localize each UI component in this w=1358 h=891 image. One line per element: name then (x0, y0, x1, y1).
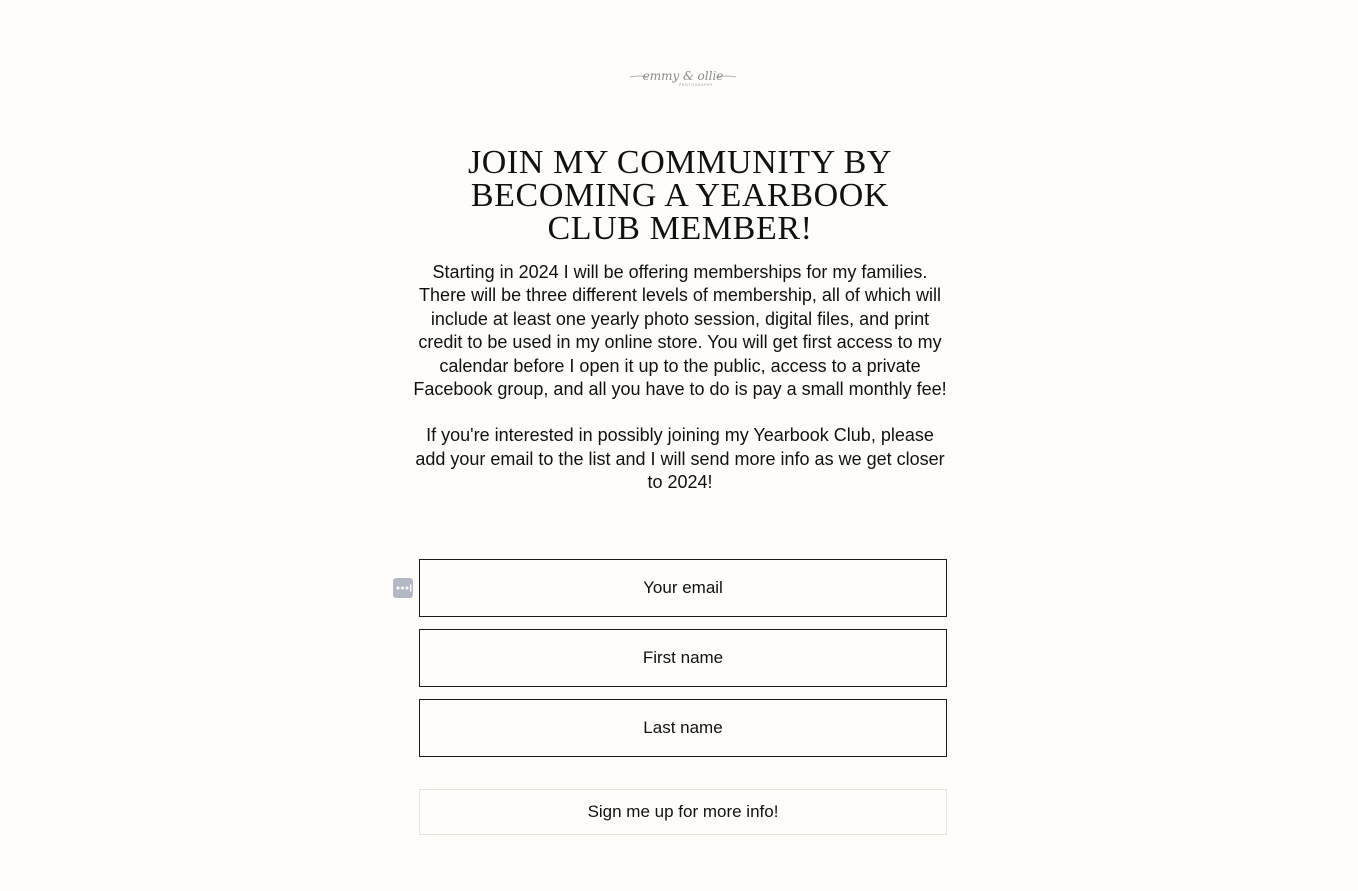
sign-up-button[interactable]: Sign me up for more info! (419, 789, 947, 835)
last-name-field[interactable] (419, 699, 947, 757)
password-manager-icon[interactable] (393, 578, 413, 598)
email-field[interactable] (419, 559, 947, 617)
logo-script: emmy & ollie (642, 69, 724, 83)
logo-subtitle: PHOTOGRAPHY (679, 83, 713, 87)
page-title: JOIN MY COMMUNITY BY BECOMING A YEARBOOK CLUB MEMBER! (467, 144, 893, 247)
emmy-and-ollie-logo-icon (628, 64, 738, 92)
first-name-field[interactable] (419, 629, 947, 687)
signup-form (419, 559, 947, 835)
logo (628, 64, 738, 92)
signup-paragraph: If you're interested in possibly joining my Yearbook Club, please add your email to the list and I will send more info as we get closer to 2024! (415, 425, 945, 493)
main-content (404, 146, 956, 495)
intro-paragraph: Starting in 2024 I will be offering memberships for my families. There will be three different levels of membership, all of which will include at least one yearly photo session, digital files, and print credit to be used in my online store. You will get first access to my calendar before I open it up to the public, access to a private Facebook group, and all you have to do is pay a small monthly fee! (413, 262, 947, 400)
